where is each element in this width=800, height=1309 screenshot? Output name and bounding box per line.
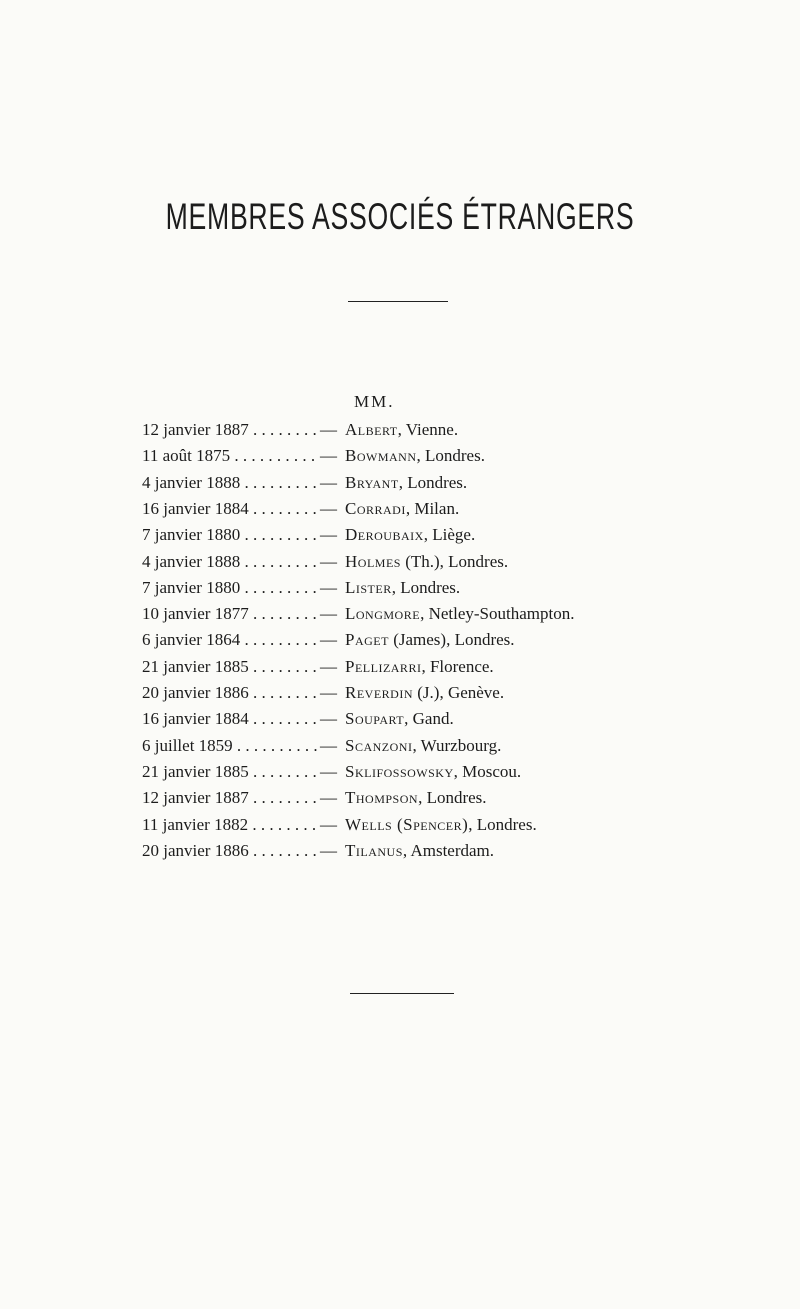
election-date: 6 juillet 1859 . . .: [142, 736, 318, 756]
separator-dash: —: [320, 525, 337, 545]
member-surname: Deroubaix: [345, 525, 424, 545]
member-city: (J.), Genève.: [413, 683, 505, 702]
member-name: [345, 525, 475, 545]
list-item: [0, 525, 800, 551]
election-date: 4 janvier 1888 . . .: [142, 552, 318, 572]
member-name: [345, 473, 467, 493]
election-date: 16 janvier 1884 . . .: [142, 499, 318, 519]
member-surname: Reverdin: [345, 683, 413, 702]
member-name: [345, 683, 504, 703]
member-surname: Holmes: [345, 551, 401, 571]
election-date: 16 janvier 1884 . . .: [142, 709, 318, 729]
member-name: [345, 630, 515, 650]
election-date: 10 janvier 1877 . . .: [142, 604, 318, 624]
member-surname: Soupart: [345, 709, 405, 729]
separator-dash: —: [320, 498, 337, 518]
member-city: , Liège.: [423, 525, 476, 545]
top-divider: [348, 301, 448, 302]
separator-dash: —: [320, 630, 337, 650]
election-date: 7 janvier 1880 . . .: [142, 578, 318, 598]
list-item: [0, 841, 800, 867]
member-surname: Bowmann: [345, 446, 417, 466]
member-name: [345, 446, 485, 466]
member-city: , Vienne.: [397, 420, 459, 439]
separator-dash: —: [320, 709, 337, 729]
separator-dash: —: [320, 577, 337, 597]
list-item: [0, 499, 800, 525]
separator-dash: —: [320, 446, 337, 466]
member-city: (Th.), Londres.: [400, 551, 509, 571]
member-surname: Pellizarri: [345, 656, 422, 676]
election-date: 6 janvier 1864 . . .: [142, 630, 318, 650]
separator-dash: —: [320, 814, 337, 834]
member-surname: Corradi: [345, 498, 406, 518]
member-name: [345, 578, 460, 598]
election-date: 7 janvier 1880 . . .: [142, 525, 318, 545]
member-name: [345, 841, 494, 861]
member-name: [345, 420, 458, 440]
member-city: , Londres.: [416, 446, 485, 466]
list-item: [0, 762, 800, 788]
member-city: , Wurzbourg.: [412, 735, 502, 755]
election-date: 12 janvier 1887 . . .: [142, 420, 318, 440]
election-date: 21 janvier 1885 . . .: [142, 762, 318, 782]
election-date: 4 janvier 1888 . . .: [142, 473, 318, 493]
election-date: 12 janvier 1887 . . .: [142, 788, 318, 808]
separator-dash: —: [320, 472, 337, 492]
member-city: , Florence.: [421, 656, 494, 676]
member-surname: Wells (Spencer): [345, 814, 469, 834]
election-date: 21 janvier 1885 . . .: [142, 657, 318, 677]
separator-dash: —: [320, 840, 337, 860]
member-city: (James), Londres.: [388, 630, 515, 650]
member-name: [345, 736, 501, 756]
list-item: [0, 630, 800, 656]
member-name: [345, 657, 494, 677]
separator-dash: —: [320, 604, 337, 624]
member-surname: Longmore: [345, 604, 421, 624]
list-item: [0, 788, 800, 814]
member-city: , Londres.: [468, 814, 537, 834]
election-date: 11 janvier 1882 . . .: [142, 815, 318, 835]
list-item: [0, 604, 800, 630]
list-item: [0, 657, 800, 683]
member-surname: Lister: [345, 577, 392, 597]
list-item: [0, 420, 800, 446]
member-city: , Londres.: [418, 788, 487, 808]
member-name: [345, 788, 487, 808]
member-city: , Londres.: [398, 472, 468, 492]
member-surname: Scanzoni: [345, 735, 413, 755]
member-surname: Thompson: [345, 788, 419, 808]
list-item: [0, 578, 800, 604]
member-name: [345, 604, 574, 624]
member-name: [345, 499, 459, 519]
member-name: [345, 815, 537, 835]
separator-dash: —: [320, 551, 337, 571]
list-item: [0, 446, 800, 472]
list-item: [0, 473, 800, 499]
salutation: MM.: [354, 392, 395, 411]
member-city: , Londres.: [391, 577, 461, 597]
member-surname: Bryant: [345, 472, 399, 492]
member-name: [345, 762, 521, 782]
member-city: , Moscou.: [453, 761, 522, 781]
member-city: , Gand.: [404, 709, 454, 729]
member-city: , Milan.: [405, 498, 460, 518]
bottom-divider: [350, 993, 454, 994]
election-date: 20 janvier 1886 . . .: [142, 683, 318, 703]
separator-dash: —: [320, 683, 337, 702]
separator-dash: —: [320, 761, 337, 781]
member-name: [345, 709, 454, 729]
list-item: [0, 683, 800, 709]
list-item: [0, 552, 800, 578]
list-item: [0, 709, 800, 735]
page-title: MEMBRES ASSOCIÉS ÉTRANGERS: [165, 196, 635, 237]
member-surname: Paget: [345, 630, 389, 650]
election-date: 20 janvier 1886 . . .: [142, 841, 318, 861]
election-date: 11 août 1875 . . .: [142, 446, 318, 466]
member-city: , Netley-Southampton.: [420, 604, 575, 624]
separator-dash: —: [320, 788, 337, 808]
member-surname: Albert: [345, 420, 398, 439]
separator-dash: —: [320, 420, 337, 439]
member-name: [345, 552, 508, 572]
separator-dash: —: [320, 656, 337, 676]
list-item: [0, 815, 800, 841]
member-city: , Amsterdam.: [402, 840, 495, 860]
separator-dash: —: [320, 735, 337, 755]
member-surname: Tilanus: [345, 840, 403, 860]
member-surname: Sklifossowsky: [345, 761, 454, 781]
list-item: [0, 736, 800, 762]
